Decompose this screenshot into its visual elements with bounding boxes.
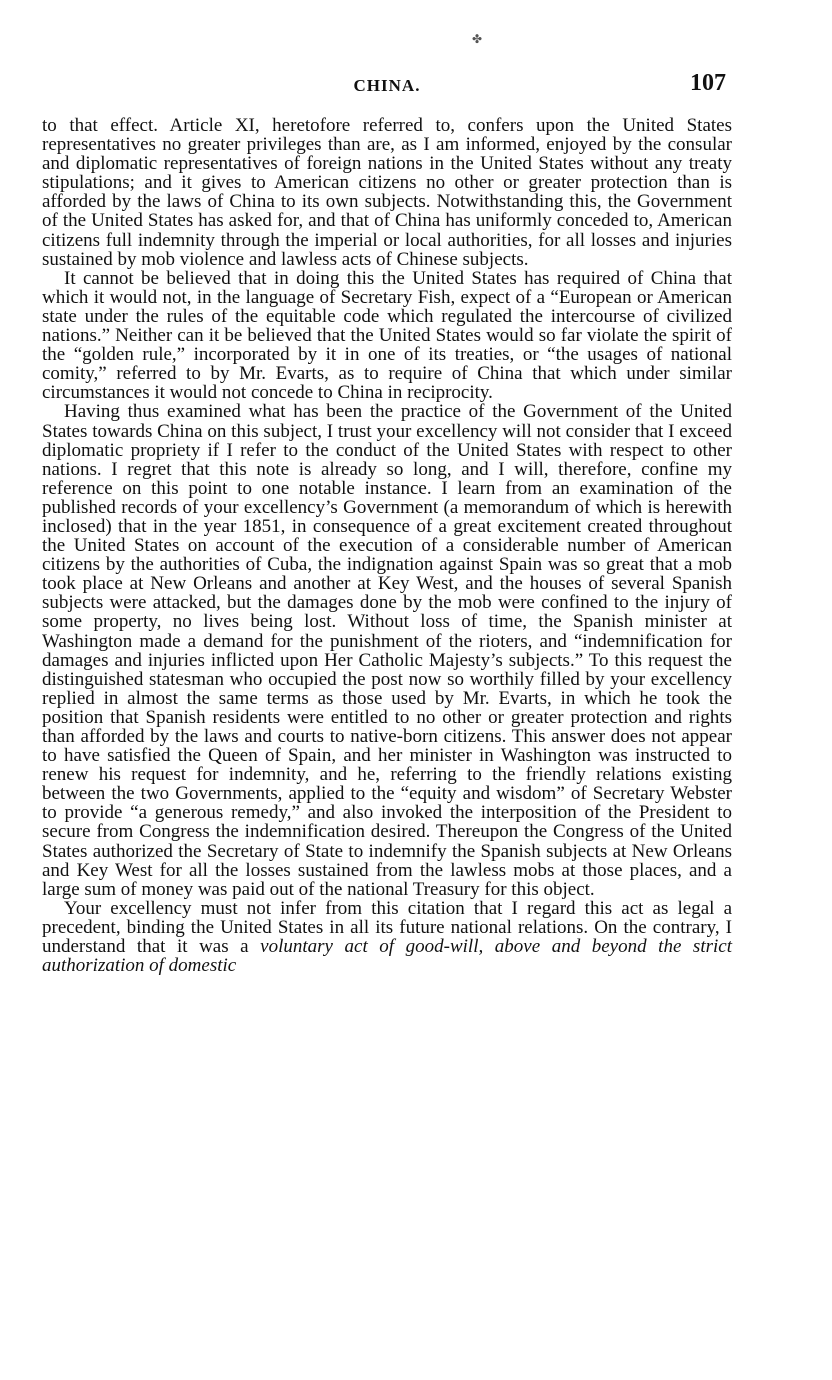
paragraph: Having thus examined what has been the practice of the Government of the United States towards China on this subject, I trust your excellency will not consider that I exceed diplomatic propriety if I refer to the conduct of the United States with respect to other nations. I regret that this note is already so long, and I will, therefore, confine my reference on this point to one notable instance. I learn from an examination of the published records of your excellency’s Government (a memorandum of which is herewith inclosed) that in the year 1851, in consequence of a great excitement created throughout the United States on account of the execution of a considerable number of American citizens by the authorities of Cuba, the indignation against Spain was so great that a mob took place at New Orleans and another at Key West, and the houses of several Spanish subjects were attacked, but the damages done by the mob were confined to the injury of some property, no lives being lost. Without loss of time, the Spanish minister at Washington made a demand for the punishment of the rioters, and “indemnification for damages and injuries inflicted upon Her Catholic Majesty’s subjects.” To this request the distinguished statesman who occupied the post now so worthily filled by your excellency replied in almost the same terms as those used by Mr. Evarts, in which he took the position that Spanish residents were entitled to no other or greater protection and rights than afforded by the laws and courts to native-born citizens. This answer does not appear to have satisfied the Queen of Spain, and her minister in Washington was instructed to renew his request for indemnity, and he, referring to the friendly relations existing between the two Governments, applied to the “equity and wisdom” of Secretary Webster to provide “a generous remedy,” and also invoked the interposition of the President to secure from Congress the indemnification desired. Thereupon the Congress of the United States authorized the Secretary of State to indemnify the Spanish subjects at New Orleans and Key West for all the losses sustained from the lawless mobs at those places, and a large sum of money was paid out of the national Treasury for this object. bbox=[42, 401, 732, 900]
paragraph bbox=[42, 899, 732, 975]
paragraph: It cannot be believed that in doing this the United States has required of China that which it would not, in the language of Secretary Fish, expect of a “European or American state under the rules of the equitable code which regulated the intercourse of civilized nations.” Neither can it be believed that the United States would so far violate the spirit of the “golden rule,” incorporated by it in one of its treaties, or “the usages of national comity,” referred to by Mr. Evarts, as to require of China that which under similar circumstances it would not concede to China in reciprocity. bbox=[42, 267, 732, 404]
printer-mark: ✤ bbox=[472, 32, 483, 46]
paragraph: to that effect. Article XI, heretofore referred to, confers upon the United States representatives no greater privileges than are, as I am informed, enjoyed by the consular and diplomatic representatives of foreign nations in the United States without any treaty stipulations; and it gives to American citizens no other or greater protection than is afforded by the laws of China to its own subjects. Notwithstanding this, the Government of the United States has asked for, and that of China has uniformly conceded to, American citizens full indemnity through the imperial or local authorities, for all losses and injuries sustained by mob violence and lawless acts of Chinese subjects. bbox=[42, 115, 732, 270]
running-head: CHINA. bbox=[353, 76, 421, 95]
page-header bbox=[42, 70, 732, 102]
document-page bbox=[42, 0, 732, 1380]
italic-passage: voluntary act of good-will, above and beyond the strict authorization of domestic bbox=[42, 936, 732, 977]
page-number: 107 bbox=[690, 70, 726, 96]
paragraph-text: Your excellency must not infer from this citation that I regard this act as legal a precedent, binding the United States in all its future national relations. On the contrary, I understand that it was a bbox=[42, 897, 732, 958]
body-text bbox=[42, 116, 732, 975]
